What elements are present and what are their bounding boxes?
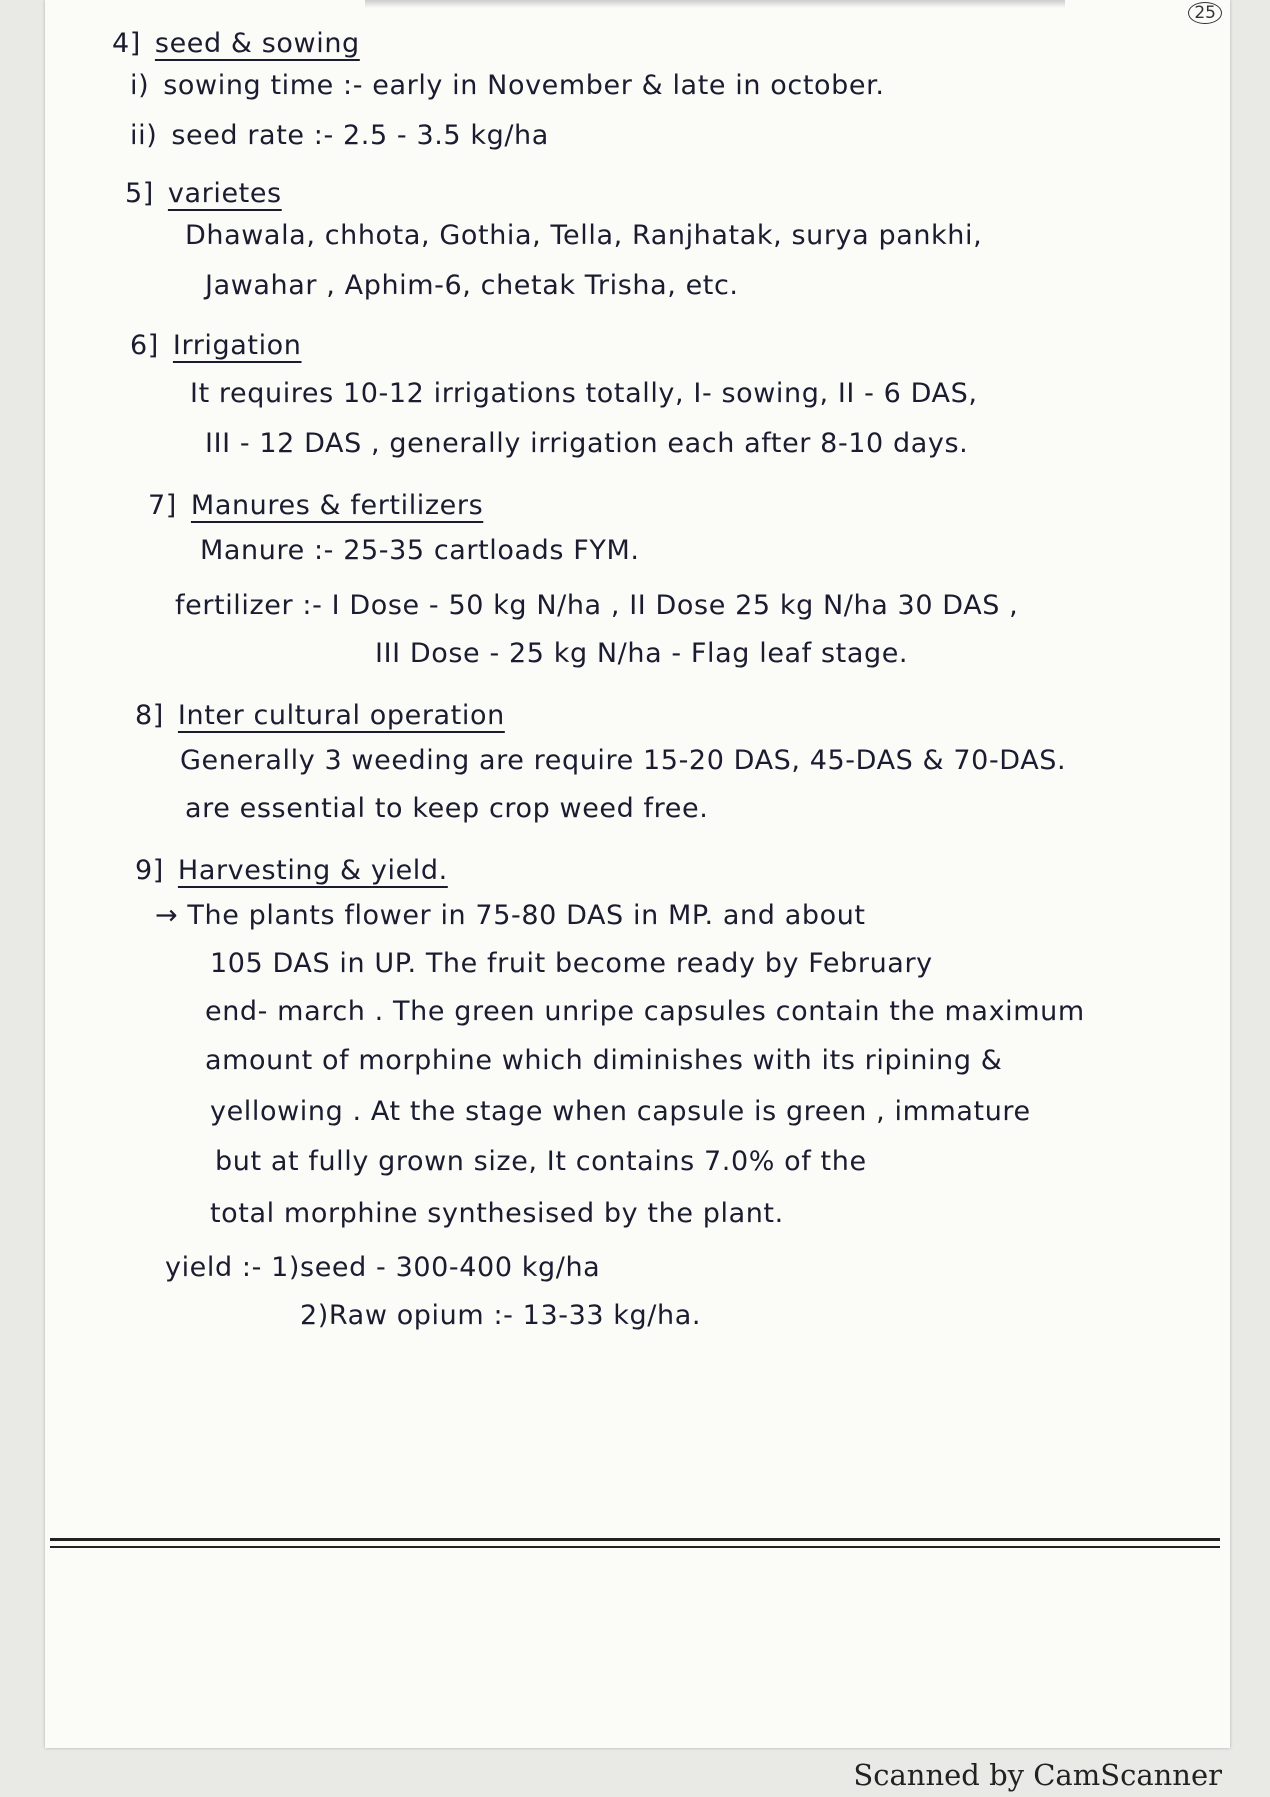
item-number: 7] [148, 490, 177, 521]
note-line [210, 1198, 784, 1229]
item-number: 5] [125, 178, 154, 209]
item-number: 8] [135, 700, 164, 731]
note-line [185, 793, 708, 824]
line-text: III - 12 DAS , generally irrigation each after 8-10 days. [205, 428, 969, 459]
note-line [300, 1300, 701, 1331]
line-text: Manure :- 25-35 cartloads FYM. [200, 535, 640, 566]
section-heading [135, 855, 448, 886]
line-text: seed rate :- 2.5 - 3.5 kg/ha [171, 120, 549, 151]
line-text: are essential to keep crop weed free. [185, 793, 709, 824]
note-line [215, 1146, 867, 1177]
divider-line [50, 1538, 1220, 1541]
note-line [185, 220, 982, 251]
section-heading [125, 178, 282, 209]
note-line [165, 1252, 600, 1283]
section-heading [148, 490, 483, 521]
item-number: 9] [135, 855, 164, 886]
section-heading [112, 28, 360, 59]
note-line [180, 745, 1066, 776]
item-number: 4] [112, 28, 141, 59]
page-number: 25 [1188, 2, 1222, 24]
note-line [210, 948, 933, 979]
line-text: but at fully grown size, It contains 7.0% of the [215, 1146, 867, 1177]
scanner-watermark: Scanned by CamScanner [853, 1758, 1222, 1792]
note-line [130, 120, 549, 151]
line-text: total morphine synthesised by the plant. [210, 1198, 784, 1229]
line-text: sowing time :- early in November & late in october. [163, 70, 885, 101]
note-line [205, 1045, 1002, 1076]
divider-line-2 [50, 1546, 1220, 1548]
line-text: Irrigation [172, 330, 302, 361]
line-text: Harvesting & yield. [177, 855, 448, 886]
line-text: 105 DAS in UP. The fruit become ready by February [210, 948, 933, 979]
note-line [375, 638, 908, 669]
note-line [205, 270, 739, 301]
section-heading [130, 330, 302, 361]
scan-shadow [365, 0, 1065, 8]
line-text: yellowing . At the stage when capsule is green , immature [210, 1096, 1031, 1127]
line-text: Dhawala, chhota, Gothia, Tella, Ranjhatak, surya pankhi, [185, 220, 983, 251]
line-text: seed & sowing [154, 28, 360, 59]
section-heading [135, 700, 505, 731]
note-line [205, 428, 968, 459]
line-text: yield :- 1)seed - 300-400 kg/ha [165, 1252, 601, 1283]
line-text: amount of morphine which diminishes with its ripining & [205, 1045, 1003, 1076]
line-text: Generally 3 weeding are require 15-20 DAS, 45-DAS & 70-DAS. [180, 745, 1067, 776]
line-text: → The plants flower in 75-80 DAS in MP. and about [155, 900, 866, 931]
line-text: Inter cultural operation [177, 700, 505, 731]
item-number: ii) [130, 120, 158, 151]
line-text: It requires 10-12 irrigations totally, I- sowing, II - 6 DAS, [190, 378, 978, 409]
line-text: fertilizer :- I Dose - 50 kg N/ha , II Dose 25 kg N/ha 30 DAS , [175, 590, 1019, 621]
note-line [155, 900, 866, 931]
line-text: end- march . The green unripe capsules contain the maximum [205, 996, 1085, 1027]
line-text: Manures & fertilizers [190, 490, 484, 521]
line-text: 2)Raw opium :- 13-33 kg/ha. [300, 1300, 702, 1331]
note-line [130, 70, 885, 101]
item-number: i) [130, 70, 150, 101]
note-line [210, 1096, 1031, 1127]
note-line [175, 590, 1018, 621]
note-line [205, 996, 1085, 1027]
line-text: III Dose - 25 kg N/ha - Flag leaf stage. [375, 638, 909, 669]
line-text: Jawahar , Aphim-6, chetak Trisha, etc. [205, 270, 739, 301]
line-text: varietes [167, 178, 282, 209]
note-line [190, 378, 978, 409]
item-number: 6] [130, 330, 159, 361]
note-line [200, 535, 640, 566]
